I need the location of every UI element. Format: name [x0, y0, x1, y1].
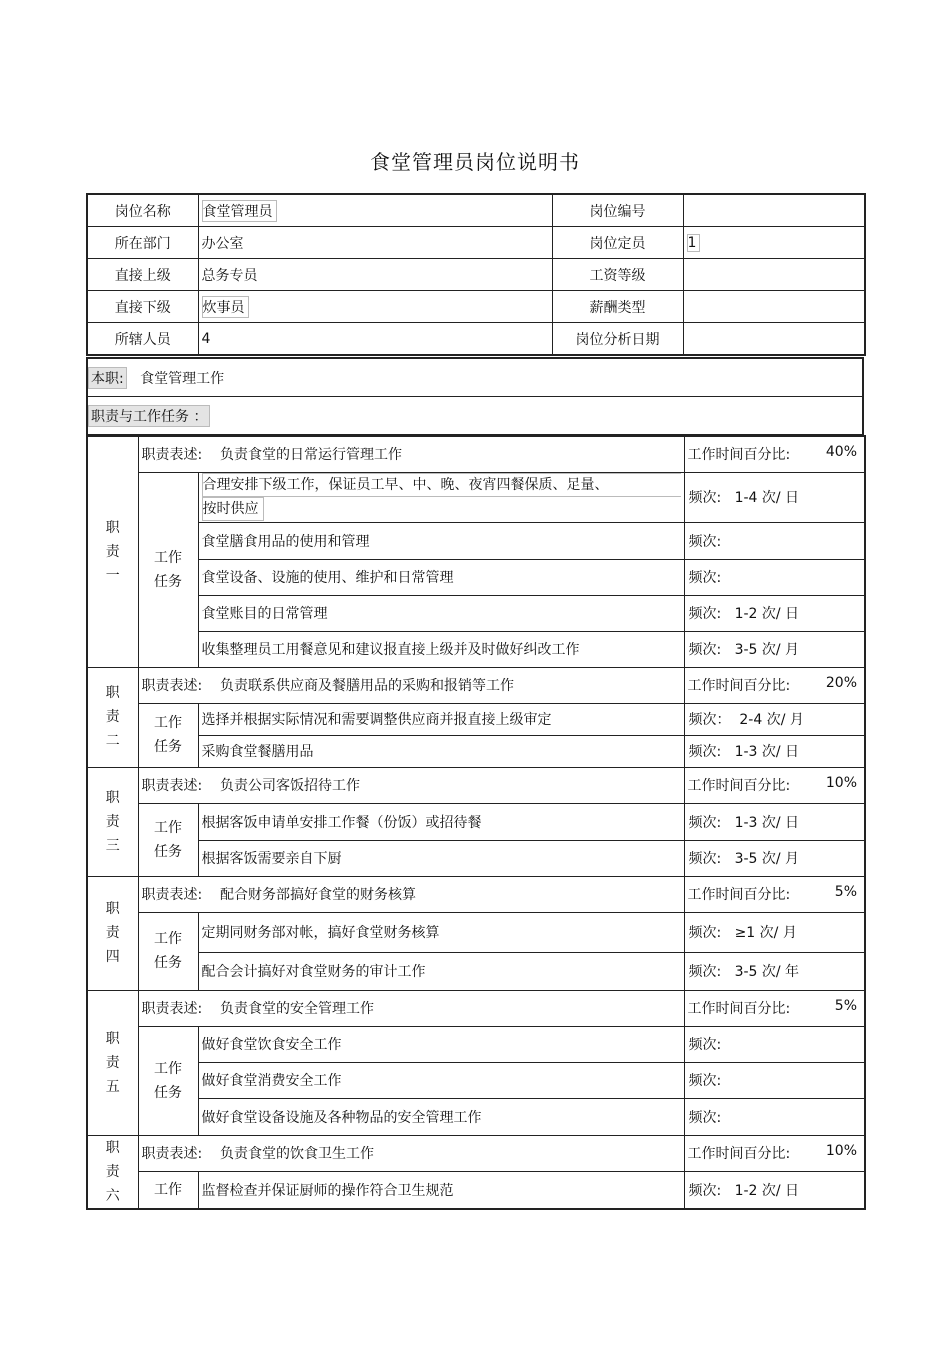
- pct-label: 工作时间百分比:: [687, 887, 791, 903]
- work-task-label-cell: [138, 912, 198, 990]
- work-label: 工作: [154, 715, 182, 731]
- info-row: [87, 194, 865, 227]
- duty-desc-label: 职责表述:: [141, 778, 203, 794]
- task-text-cell: [198, 631, 684, 667]
- task-row: [87, 1098, 865, 1135]
- duty-pct-cell: [684, 990, 865, 1026]
- task-freq-cell: [684, 1026, 865, 1062]
- position-name-cell: [198, 194, 552, 227]
- analysis-date-label: 岗位分析日期: [552, 323, 683, 356]
- task-row: [87, 803, 865, 840]
- task-freq: 频次:: [688, 1073, 722, 1089]
- duty-number-char: 五: [105, 1078, 120, 1095]
- duty-row: [87, 358, 863, 397]
- task-row: [87, 703, 865, 735]
- subordinate-label: 直接下级: [87, 291, 198, 323]
- duty-desc-row: [87, 436, 865, 472]
- duty-desc-row: [87, 876, 865, 912]
- pct-label: 工作时间百分比:: [687, 778, 791, 794]
- duty-number-cell: [87, 436, 138, 667]
- position-code-label: 岗位编号: [552, 194, 683, 227]
- duty-number-cell: [87, 667, 138, 767]
- duty-desc-text: 负责食堂的饮食卫生工作: [220, 1146, 375, 1163]
- work-label: 工作: [154, 1060, 182, 1077]
- task-text-cell: [198, 735, 684, 767]
- task-freq: 频次:: [688, 570, 722, 586]
- duty-number-char: 责: [105, 709, 120, 725]
- info-row: [87, 227, 865, 259]
- task-text-cell: [198, 703, 684, 735]
- duty-desc-label: 职责表述:: [141, 1001, 203, 1017]
- task-row: [87, 952, 865, 990]
- task-text-line1: 合理安排下级工作，保证员工早、中、晚、夜宵四餐保质、足量、: [202, 473, 681, 497]
- headcount-value: 1: [687, 234, 701, 252]
- work-task-label-cell: [138, 803, 198, 876]
- task-text-cell: [198, 840, 684, 876]
- task-text: 配合会计搞好对食堂财务的审计工作: [201, 964, 426, 980]
- work-task-label-cell: [138, 1026, 198, 1135]
- task-freq: 频次:: [688, 533, 722, 550]
- duty-value: 食堂管理工作: [140, 370, 225, 387]
- tasks-header-row: [87, 397, 863, 436]
- pct-value: 40%: [825, 444, 857, 461]
- task-freq-cell: [684, 472, 865, 522]
- analysis-date-value: [683, 323, 865, 356]
- duty-desc-row: [87, 990, 865, 1026]
- task-freq-cell: [684, 803, 865, 840]
- task-row: [87, 631, 865, 667]
- info-row: [87, 291, 865, 323]
- duty-desc-row: [87, 1135, 865, 1171]
- duties-table: [86, 435, 866, 1210]
- pct-value: 10%: [825, 1143, 857, 1160]
- task-freq-cell: [684, 952, 865, 990]
- task-row: [87, 522, 865, 559]
- task-text: 食堂膳食用品的使用和管理: [201, 533, 370, 550]
- pct-label: 工作时间百分比:: [687, 447, 791, 464]
- task-text-cell: [198, 1026, 684, 1062]
- position-code-value: [683, 194, 865, 227]
- duty-number-cell: [87, 876, 138, 990]
- position-name-value: 食堂管理员: [202, 200, 277, 222]
- task-label: 任务: [154, 1084, 182, 1101]
- duty-pct-cell: [684, 767, 865, 803]
- task-text-cell: [198, 1098, 684, 1135]
- task-row: [87, 595, 865, 631]
- duty-number-cell: [87, 990, 138, 1135]
- superior-label: 直接上级: [87, 259, 198, 291]
- duty-number-char: 职: [105, 1139, 120, 1156]
- duty-number-char: 职: [105, 789, 120, 806]
- task-row: [87, 840, 865, 876]
- task-text: 食堂账目的日常管理: [201, 606, 328, 622]
- task-text: 收集整理员工用餐意见和建议报直接上级并及时做好纠改工作: [201, 642, 580, 658]
- duty-number-cell: [87, 767, 138, 876]
- duty-desc-cell: [138, 1135, 684, 1171]
- task-text-cell: [198, 912, 684, 952]
- task-text: 监督检查并保证厨师的操作符合卫生规范: [201, 1182, 454, 1199]
- pct-value: 10%: [825, 775, 857, 791]
- duty-number-char: 职: [105, 901, 120, 917]
- pct-label: 工作时间百分比:: [687, 678, 791, 694]
- duty-desc-text: 负责食堂的日常运行管理工作: [220, 447, 403, 464]
- department-value: 办公室: [198, 227, 552, 259]
- task-row: [87, 735, 865, 767]
- task-text-cell: [198, 803, 684, 840]
- task-freq-cell: [684, 1171, 865, 1208]
- duty-desc-cell: [138, 667, 684, 703]
- duty-desc-label: 职责表述:: [141, 447, 203, 464]
- task-freq-cell: [684, 631, 865, 667]
- task-text: 选择并根据实际情况和需要调整供应商并报直接上级审定: [201, 712, 552, 728]
- pct-value: 5%: [834, 998, 857, 1014]
- headcount-label: 岗位定员: [552, 227, 683, 259]
- pct-label: 工作时间百分比:: [687, 1146, 791, 1163]
- duty-number-char: 责: [105, 543, 120, 560]
- department-label: 所在部门: [87, 227, 198, 259]
- duty-pct-cell: [684, 876, 865, 912]
- tasks-header-cell: [87, 397, 863, 436]
- info-row: [87, 323, 865, 356]
- task-row: [87, 1026, 865, 1062]
- duty-pct-cell: [684, 667, 865, 703]
- task-freq: 频次: 1-3 次/ 日: [688, 744, 800, 760]
- duty-number-char: 一: [105, 567, 120, 584]
- task-text: 根据客饭需要亲自下厨: [201, 851, 342, 867]
- task-freq: 频次: 3-5 次/ 月: [688, 851, 800, 867]
- task-freq: 频次： 2-4 次/ 月: [688, 712, 804, 728]
- duty-desc-label: 职责表述:: [141, 678, 203, 694]
- task-freq-cell: [684, 840, 865, 876]
- duty-number-char: 职: [105, 685, 120, 701]
- task-freq-cell: [684, 522, 865, 559]
- work-task-label-cell: [138, 703, 198, 767]
- task-freq-cell: [684, 1098, 865, 1135]
- task-freq: 频次: 3-5 次/ 年: [688, 964, 800, 980]
- task-text-cell: [198, 595, 684, 631]
- task-text: 定期同财务部对帐，搞好食堂财务核算: [201, 925, 440, 941]
- duty-desc-text: 负责公司客饭招待工作: [220, 778, 361, 794]
- task-freq: 频次: 1-4 次/ 日: [688, 490, 800, 506]
- task-row: [87, 912, 865, 952]
- task-text-line2: 按时供应: [202, 497, 264, 521]
- duty-pct-cell: [684, 436, 865, 472]
- tasks-header-label: 职责与工作任务 ：: [88, 405, 210, 427]
- duty-desc-cell: [138, 990, 684, 1026]
- task-freq-cell: [684, 735, 865, 767]
- work-task-label-cell: [138, 472, 198, 667]
- duty-number-char: 责: [105, 813, 120, 830]
- pct-value: 5%: [834, 884, 857, 900]
- task-row: [87, 472, 865, 522]
- task-freq-cell: [684, 1062, 865, 1098]
- pay-type-value: [683, 291, 865, 323]
- staff-value: 4: [198, 323, 552, 356]
- task-freq: 频次:: [688, 1037, 722, 1053]
- task-freq: 频次:: [688, 1109, 722, 1126]
- duty-number-char: 二: [105, 733, 120, 749]
- task-row: [87, 1062, 865, 1098]
- duty-desc-cell: [138, 436, 684, 472]
- headcount-cell: [683, 227, 865, 259]
- work-label: 工作: [154, 549, 182, 566]
- duty-pct-cell: [684, 1135, 865, 1171]
- duty-desc-cell: [138, 876, 684, 912]
- task-text: 根据客饭申请单安排工作餐（份饭）或招待餐: [201, 814, 482, 831]
- page-title: 食堂管理员岗位说明书: [370, 150, 580, 174]
- task-freq-cell: [684, 703, 865, 735]
- task-freq-cell: [684, 912, 865, 952]
- duty-number-char: 六: [105, 1187, 120, 1204]
- work-task-label-cell: [138, 1171, 198, 1208]
- task-freq: 频次: 3-5 次/ 月: [688, 642, 800, 658]
- subordinate-cell: [198, 291, 552, 323]
- duty-number-char: 责: [105, 925, 120, 941]
- task-freq: 频次: 1-2 次/ 日: [688, 1182, 800, 1199]
- task-label: 任务: [154, 843, 182, 860]
- task-text-cell: [198, 472, 684, 522]
- duty-number-char: 三: [105, 837, 120, 854]
- summary-table: [86, 357, 864, 436]
- task-label: 任务: [154, 739, 182, 755]
- duty-number-char: 责: [105, 1163, 120, 1180]
- task-freq: 频次: 1-3 次/ 日: [688, 814, 800, 831]
- task-text-cell: [198, 1171, 684, 1208]
- salary-grade-value: [683, 259, 865, 291]
- task-text: 做好食堂饮食安全工作: [201, 1037, 342, 1053]
- task-freq-cell: [684, 559, 865, 595]
- duty-desc-text: 负责联系供应商及餐膳用品的采购和报销等工作: [220, 678, 515, 694]
- task-text-cell: [198, 559, 684, 595]
- task-freq: 频次: ≥1 次/ 月: [688, 925, 797, 941]
- info-row: [87, 259, 865, 291]
- duty-desc-label: 职责表述:: [141, 1146, 203, 1163]
- duty-desc-row: [87, 767, 865, 803]
- task-row: [87, 559, 865, 595]
- work-label: 工作: [154, 819, 182, 836]
- duty-number-char: 职: [105, 1030, 120, 1047]
- work-label: 工作: [154, 1181, 182, 1198]
- duty-desc-cell: [138, 767, 684, 803]
- position-name-label: 岗位名称: [87, 194, 198, 227]
- task-text-cell: [198, 522, 684, 559]
- duty-number-char: 职: [105, 519, 120, 536]
- task-label: 任务: [154, 955, 182, 971]
- pct-value: 20%: [825, 675, 857, 691]
- duty-desc-text: 配合财务部搞好食堂的财务核算: [220, 887, 417, 903]
- subordinate-value: 炊事员: [202, 296, 249, 318]
- duty-number-char: 责: [105, 1054, 120, 1071]
- task-row: [87, 1171, 865, 1208]
- task-text-cell: [198, 1062, 684, 1098]
- task-text: 做好食堂消费安全工作: [201, 1073, 342, 1089]
- pay-type-label: 薪酬类型: [552, 291, 683, 323]
- task-text: 做好食堂设备设施及各种物品的安全管理工作: [201, 1109, 482, 1126]
- task-freq: 频次: 1-2 次/ 日: [688, 606, 800, 622]
- duty-cell: [87, 358, 863, 397]
- superior-value: 总务专员: [198, 259, 552, 291]
- duty-desc-text: 负责食堂的安全管理工作: [220, 1001, 375, 1017]
- duty-number-char: 四: [105, 949, 120, 965]
- task-freq-cell: [684, 595, 865, 631]
- task-label: 任务: [154, 573, 182, 590]
- work-label: 工作: [154, 931, 182, 947]
- basic-info-table: [86, 193, 866, 356]
- task-text: 采购食堂餐膳用品: [201, 744, 314, 760]
- task-text: 食堂设备、设施的使用、维护和日常管理: [201, 570, 454, 586]
- staff-label: 所辖人员: [87, 323, 198, 356]
- task-text-cell: [198, 952, 684, 990]
- pct-label: 工作时间百分比:: [687, 1001, 791, 1017]
- duty-desc-row: [87, 667, 865, 703]
- duty-desc-label: 职责表述:: [141, 887, 203, 903]
- salary-grade-label: 工资等级: [552, 259, 683, 291]
- duty-label: 本职:: [88, 367, 127, 389]
- duty-number-cell: [87, 1135, 138, 1209]
